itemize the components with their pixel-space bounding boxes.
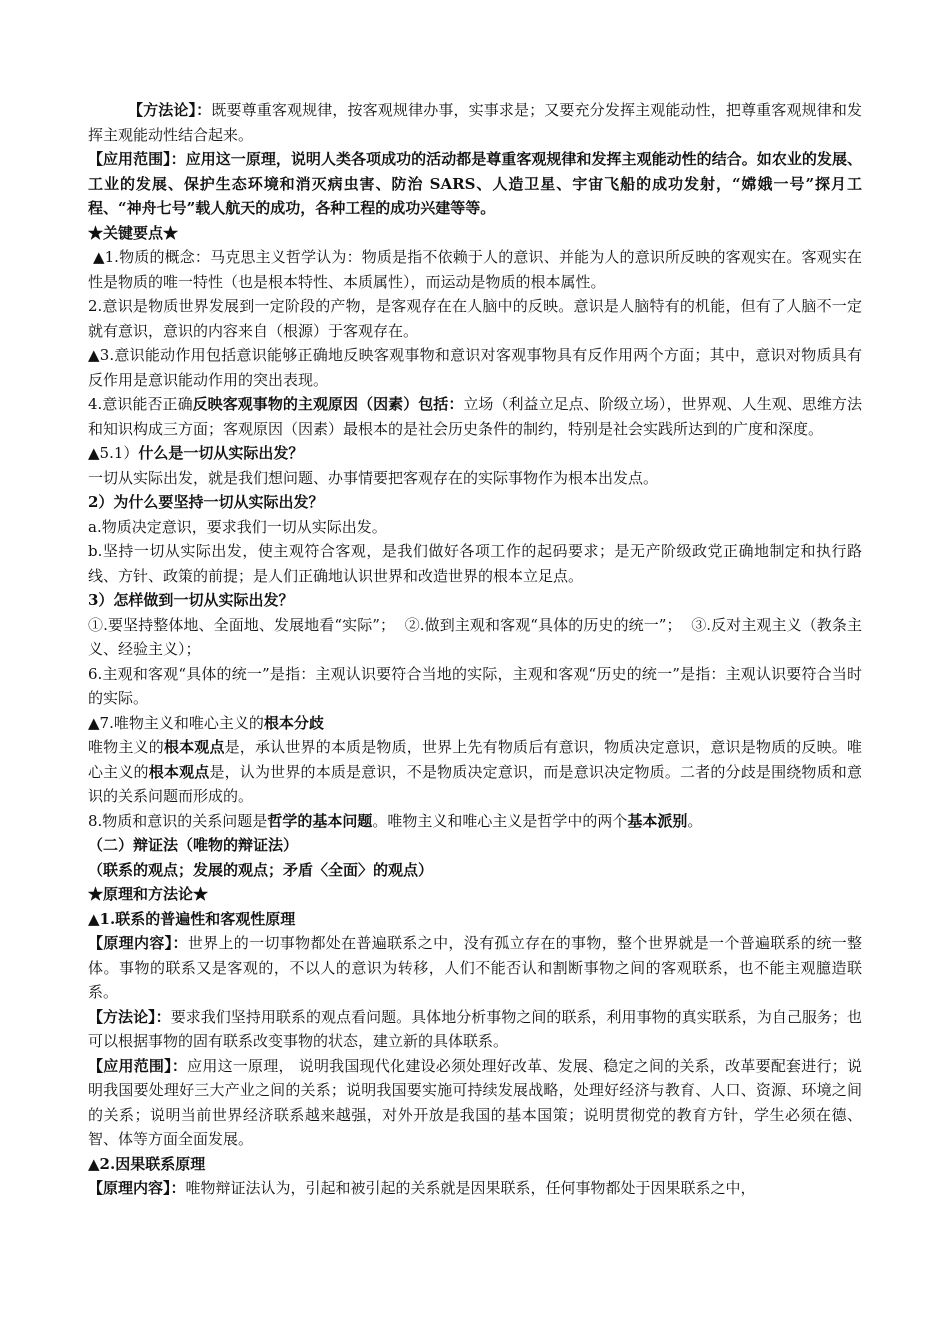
key-point-7-prefix: ▲7.唯物主义和唯心主义的 bbox=[88, 713, 264, 732]
key-points-heading: ★关键要点★ bbox=[88, 223, 179, 242]
k7p-bold-b: 根本观点 bbox=[163, 738, 225, 756]
application-scope-label: 【应用范围】： bbox=[88, 150, 186, 168]
k8-bold-b: 哲学的基本问题 bbox=[267, 811, 373, 830]
principle-1-application bbox=[88, 1054, 862, 1152]
k8-seg-a: 8.物质和意识的关系问题是 bbox=[88, 811, 268, 830]
key-point-5-question-3: 3）怎样做到一切从实际出发？ bbox=[88, 591, 294, 609]
principle-1-methodology-text: 要求我们坚持用联系的观点看问题。具体地分析事物之间的联系，利用事物的真实联系，为自己服务；也可以根据事物的固有联系改变事物的状态，建立新的具体联系。 bbox=[88, 1007, 862, 1050]
key-point-5-answer-3: ①.要坚持整体地、全面地、发展地看“实际”； ②.做到主观和客观“具体的历史的统一”； ③.反对主观主义（教条主义、经验主义）； bbox=[88, 615, 862, 658]
principle-1-content bbox=[88, 931, 862, 1005]
principle-1-application-text: 应用这一原理， 说明我国现代化建设必须处理好改革、发展、稳定之间的关系，改革要配套进行；说明我国要处理好三大产业之间的关系；说明我国要实施可持续发展战略，处理好经济与教育、人口、资源、环境之间的关系；说明当前世界经济联系越来越强，对外开放是我国的基本国策；说明贯彻党的教育方针，学生必须在德、智、体等方面全面发展。 bbox=[88, 1056, 862, 1148]
key-point-5-answer-2b: b.坚持一切从实际出发，使主观符合客观，是我们做好各项工作的起码要求；是无产阶级政党正确地制定和执行路线、方针、政策的前提；是人们正确地认识世界和改造世界的根本立足点。 bbox=[88, 542, 862, 585]
section-2-heading: （二）辩证法（唯物的辩证法） bbox=[88, 836, 299, 854]
key-point-4-bold: 反映客观事物的主观原因（因素）包括： bbox=[192, 395, 464, 413]
k8-bold-d: 基本派别 bbox=[627, 811, 688, 830]
key-point-4-prefix: 4.意识能否正确 bbox=[88, 395, 193, 413]
key-point-7 bbox=[88, 711, 862, 736]
k7p-seg-a: 唯物主义的 bbox=[88, 738, 164, 756]
k7p-bold-d: 根本观点 bbox=[148, 762, 210, 781]
principle-1-application-label: 【应用范围】： bbox=[88, 1056, 188, 1075]
k8-seg-c: 。唯物主义和唯心主义是哲学中的两个 bbox=[372, 811, 628, 830]
key-point-4-text: 立场（利益立足点、阶级立场），世界观、人生观、思维方法和知识构成三方面；客观原因（因素）最根本的是社会历史条件的制约，特别是社会实践所达到的广度和深度。 bbox=[88, 395, 862, 438]
principle-2-content bbox=[88, 1176, 862, 1201]
key-point-5-question-2: 2）为什么要坚持一切从实际出发？ bbox=[88, 493, 324, 511]
application-scope-paragraph bbox=[88, 147, 862, 221]
key-point-5-question-1-text: 什么是一切从实际出发？ bbox=[138, 444, 304, 462]
key-point-5-answer-1: 一切从实际出发，就是我们想问题、办事情要把客观存在的实际事物作为根本出发点。 bbox=[88, 468, 659, 487]
principle-1-title: ▲1.联系的普遍性和客观性原理 bbox=[88, 909, 296, 928]
key-point-8 bbox=[88, 809, 862, 834]
principle-1-content-label: 【原理内容】： bbox=[88, 934, 188, 952]
methodology-paragraph bbox=[88, 98, 862, 147]
principle-2-title: ▲2.因果联系原理 bbox=[88, 1154, 206, 1173]
k7p-seg-e: 是，认为世界的本质是意识，不是物质决定意识，而是意识决定物质。二者的分歧是围绕物质和意识的关系问题而形成的。 bbox=[88, 762, 862, 805]
key-point-5-answer-2a: a.物质决定意识，要求我们一切从实际出发。 bbox=[88, 517, 387, 536]
principle-2-content-text: 唯物辩证法认为，引起和被引起的关系就是因果联系，任何事物都处于因果联系之中， bbox=[185, 1179, 756, 1197]
principle-1-methodology bbox=[88, 1005, 862, 1054]
key-point-7-bold: 根本分歧 bbox=[263, 713, 324, 732]
section-2-subheading: （联系的观点；发展的观点；矛盾〈全面〉的观点） bbox=[88, 860, 434, 879]
key-point-4 bbox=[88, 392, 862, 441]
methodology-label: 【方法论】： bbox=[128, 101, 212, 119]
principle-1-methodology-label: 【方法论】： bbox=[88, 1007, 171, 1026]
key-point-5-question-1 bbox=[88, 441, 862, 466]
k8-seg-e: 。 bbox=[687, 811, 703, 830]
key-point-5-number: ▲5.1） bbox=[88, 444, 139, 462]
application-scope-text: 应用这一原理，说明人类各项成功的活动都是尊重客观规律和发挥主观能动性的结合。如农业的发展、工业的发展、保护生态环境和消灭病虫害、防治 SARS、人造卫星、宇宙飞船的成功发射，“嫦娥一号”探月工程、“神舟七号”载人航天的成功，各种工程的成功兴建等等。 bbox=[88, 150, 862, 217]
principle-2-content-label: 【原理内容】： bbox=[88, 1179, 186, 1197]
document-page bbox=[88, 98, 862, 1201]
principles-heading: ★原理和方法论★ bbox=[88, 885, 209, 903]
principle-1-content-text: 世界上的一切事物都处在普遍联系之中，没有孤立存在的事物，整个世界就是一个普遍联系的统一整体。事物的联系又是客观的，不以人的意识为转移，人们不能否认和割断事物之间的客观联系，也不能主观臆造联系。 bbox=[88, 934, 862, 1001]
k7p-seg-c: 是，承认世界的本质是物质，世界上先有物质后有意识，物质决定意识，意识是物质的反映。唯心主义的 bbox=[88, 738, 862, 781]
methodology-text: 既要尊重客观规律，按客观规律办事，实事求是；又要充分发挥主观能动性，把尊重客观规律和发挥主观能动性结合起来。 bbox=[88, 101, 862, 144]
key-point-7-paragraph bbox=[88, 735, 862, 809]
key-point-2: 2.意识是物质世界发展到一定阶段的产物，是客观存在在人脑中的反映。意识是人脑特有的机能，但有了人脑不一定就有意识，意识的内容来自（根源）于客观存在。 bbox=[88, 297, 862, 340]
key-point-1: ▲1.物质的概念：马克思主义哲学认为：物质是指不依赖于人的意识、并能为人的意识所反映的客观实在。客观实在性是物质的唯一特性（也是根本特性、本质属性），而运动是物质的根本属性。 bbox=[88, 248, 862, 291]
key-point-6: 6.主观和客观“具体的统一”是指：主观认识要符合当地的实际，主观和客观“历史的统一”是指：主观认识要符合当时的实际。 bbox=[88, 664, 862, 707]
key-point-3: ▲3.意识能动作用包括意识能够正确地反映客观事物和意识对客观事物具有反作用两个方面；其中，意识对物质具有反作用是意识能动作用的突出表现。 bbox=[88, 346, 862, 389]
